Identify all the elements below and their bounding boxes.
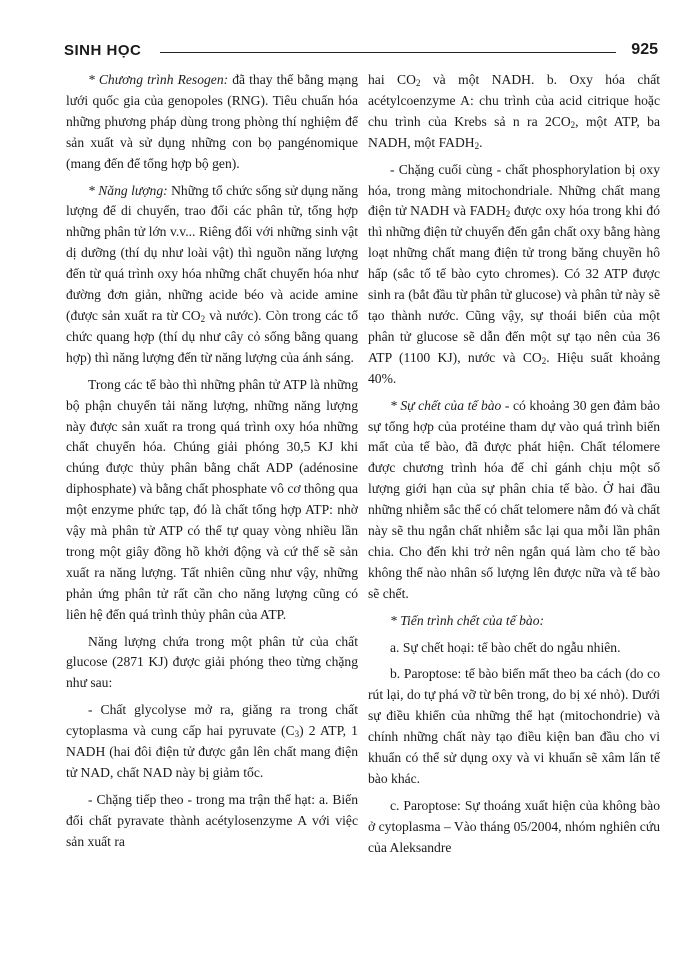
subscript: 2: [200, 313, 206, 324]
paragraph-continued: [368, 70, 660, 154]
paragraph-text: . Hiệu suất khoảng 40%.: [368, 349, 660, 386]
paragraph-final-stage: [368, 160, 660, 390]
paragraph-paroptose-b: b. Paroptose: tế bào biến mất theo ba cách (do co rút lại, do tự phá vỡ từ bên trong, do bị xé nhỏ). Dưới sự điều khiển của những thể hạt (mitochondrie) và chính những chất này tạo điều kiện ban đầu cho vi khuẩn có thể sử dụng oxy và vi khuẩn sẽ xâm lấn tế bào khác.: [368, 666, 660, 786]
paragraph-paroptose-c: c. Paroptose: Sự thoáng xuất hiện của không bào ở cytoplasma – Vào tháng 05/2004, nhóm nghiên cứu của Aleksandre: [368, 797, 660, 855]
paragraph-glucose: Năng lượng chứa trong một phân tử của chất glucose (2871 KJ) được giải phóng theo từng chặng như sau:: [66, 633, 358, 691]
paragraph-energy: [66, 181, 358, 369]
paragraph-text: và một NADH. b. Oxy hóa chất acétylcoenzyme A: chu trình của acid citrique hoặc chu trình của Krebs sả n ra 2CO: [368, 72, 661, 129]
left-column: [66, 70, 358, 853]
paragraph-text: - Chặng cuối cùng - chất phosphorylation bị oxy hóa, trong màng mitochondriale. Những chất mang điện tử NADH và FADH: [368, 161, 660, 219]
paragraph-text: đã thay thế bằng mạng lưới quốc gia của genopoles (RNG). Tiêu chuẩn hóa những phương pháp dùng trong phòng thí nghiệm để sản xuất và sử dụng những con bọ pangénomique (mang đến để tổng hợp bộ gen).: [66, 72, 358, 171]
paragraph-text: - Chất glycolyse mở ra, giăng ra trong chất cytoplasma và cung cấp hai pyruvate (C: [66, 702, 358, 739]
page-header: [64, 38, 658, 64]
paragraph-atp: Trong các tế bào thì những phân tử ATP là những bộ phận chuyển tải năng lượng, những năng lượng này được sản xuất ra trong quá trình oxy hóa những chất chuyển hóa. Chúng giải phóng 30,5 KJ khi chúng được thủy phân bằng chất ADP (adénosine diphosphate) và bằng chất phosphate vô cơ thông qua một enzyme phức tạp, đó là chất tổng hợp ATP: nhờ vậy mà phân tử ATP có thể tự quay vòng nhiều lần trong một giây đồng hồ khởi động và cứ thế sẽ sản xuất ra năng lượng. Tất nhiên cũng như vậy, những phản ứng phân tử rất cần cho năng lượng cũng có liên hệ đến quá trình thủy phân của ATP.: [66, 376, 358, 622]
paragraph-text: .: [479, 134, 483, 150]
paragraph-next-stage: - Chặng tiếp theo - trong ma trận thể hạt: a. Biến đổi chất pyravate thành acétylosenzyme A với việc sản xuất ra: [66, 791, 358, 849]
paragraph-cell-death: [368, 396, 660, 605]
subscript: 2: [570, 119, 576, 130]
right-column: [368, 70, 660, 859]
paragraph-text: ) 2 ATP, 1 NADH (hai đôi điện tử được gắn lên chất mang điện tử NAD, chất NAD này bị giảm tốc.: [66, 723, 358, 780]
paragraph-glycolyse: [66, 700, 358, 784]
paragraph-text: hai CO: [368, 72, 416, 87]
subscript: 2: [505, 209, 511, 220]
paragraph-resogen: [66, 70, 358, 175]
paragraph-lead: * Chương trình Resogen:: [88, 72, 229, 87]
paragraph-lead: * Năng lượng:: [88, 182, 168, 198]
section-title: SINH HỌC: [64, 42, 142, 59]
subheading-cell-death-process: * Tiến trình chết của tế bào:: [390, 612, 545, 628]
subscript: 3: [294, 729, 300, 740]
paragraph-necrosis: a. Sự chết hoại: tế bào chết do ngẫu nhiên.: [390, 639, 621, 655]
header-rule: [160, 52, 616, 53]
page-number: 925: [631, 41, 658, 58]
subscript: 2: [415, 78, 421, 88]
paragraph-text: , một ATP, ba NADH, một FADH: [368, 113, 661, 150]
paragraph-text: Những tổ chức sống sử dụng năng lượng để di chuyển, trao đổi các phân tử, tổng hợp những phân tử lớn v.v... Riêng đối với những sinh vật dị dưỡng (thí dụ như loài vật) thì nguồn năng lượng đến từ quá trình oxy hóa những chất chuyển hóa như đường đơn giản, những acide béo và acide amine (được sản xuất ra từ CO: [66, 182, 359, 323]
paragraph-text: và nước). Còn trong các tổ chức quang hợp (thí dụ như cây cỏ sống bằng quang hợp) thì năng lượng đến từ năng lượng của ánh sáng.: [66, 307, 358, 365]
paragraph-text: - có khoảng 30 gen đảm bảo sự tổng hợp của protéine tham dự vào quá trình biến mất của tế bào, đã được phát hiện. Chất télomere được chương trình hóa để chỉ gánh chịu một số lượng giới hạn của sự phân chia tế bào. Ở hai đầu những nhiễm sắc thể có chất telomere nằm đó và chất này sẽ thu ngắn chất nhiễm sắc lại qua mỗi lần phân chia. Cho đến khi trở nên ngắn quá làm cho tế bào không thể nào nhân số lượng lên được nữa và tế bào sẽ chết.: [368, 397, 660, 601]
paragraph-lead: * Sự chết của tế bào: [390, 397, 502, 413]
subscript: 2: [541, 355, 547, 366]
subscript: 2: [474, 140, 480, 151]
paragraph-text: được oxy hóa trong khi đó thì những điện tử chuyển đến gắn chất oxy bằng hàng loạt những chất mang điện tử trong băng chuyền hô hấp (sắc tố tế bào cyto chromes). Có 32 ATP được sinh ra (bắt đầu từ phân tử glucose) và phân tử này sẽ tạo thành nước. Cũng vậy, sự thoái biến của một phân tử glucose sẽ dẫn đến một sự tạo nên của 36 ATP (1100 KJ), nước và CO: [368, 203, 660, 365]
